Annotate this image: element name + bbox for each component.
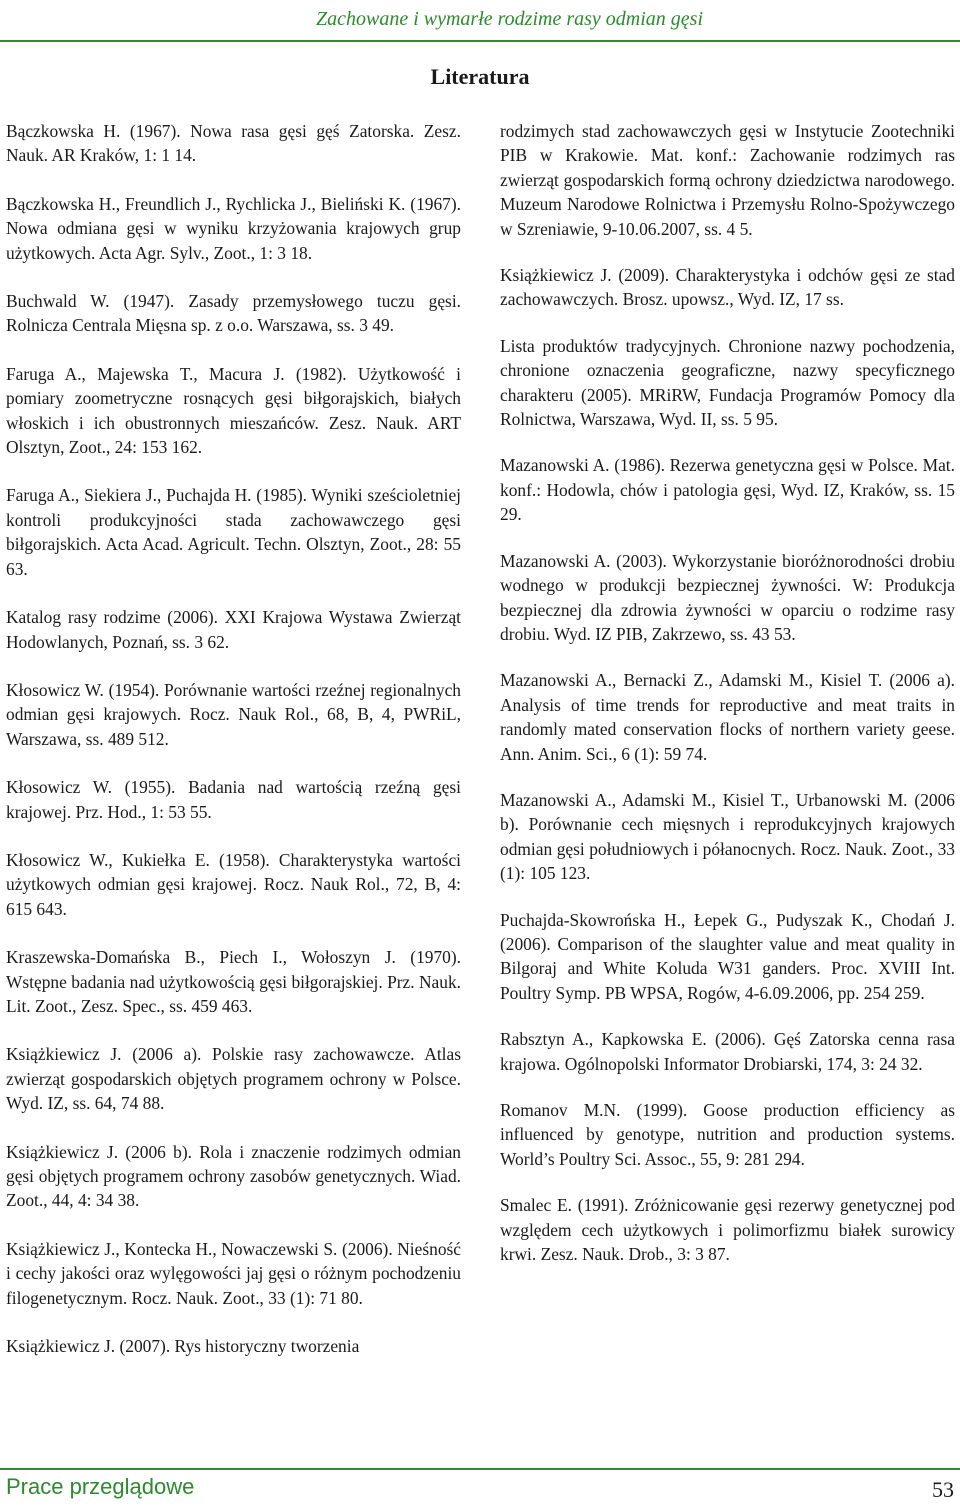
footer-section-label: Prace przeglądowe [6,1474,195,1499]
reference-entry: Buchwald W. (1947). Zasady przemysłowego tuczu gęsi. Rolnicza Centrala Mięsna sp. z o.o. Warszawa, ss. 3 49. [6,291,461,336]
reference-entry: Kłosowicz W. (1954). Porównanie wartości rzeźnej regionalnych odmian gęsi krajowych. Rocz. Nauk Rol., 68, B, 4, PWRiL, Warszawa, ss. 489 512. [6,679,461,749]
reference-entry: Książkiewicz J. (2007). Rys historyczny tworzenia [6,1336,360,1357]
reference-entry: Książkiewicz J. (2006 b). Rola i znaczenie rodzimych odmian gęsi objętych programem ochrony zasobów genetycznych. Wiad. Zoot., 44, 4: 34 38. [6,1141,461,1211]
reference-entry: Bączkowska H., Freundlich J., Rychlicka J., Bieliński K. (1967). Nowa odmiana gęsi w wyniku krzyżowania krajowych grup użytkowych. Acta Agr. Sylv., Zoot., 1: 3 18. [6,193,461,263]
reference-entry: Kłosowicz W., Kukiełka E. (1958). Charakterystyka wartości użytkowych odmian gęsi krajowej. Rocz. Nauk Rol., 72, B, 4: 615 643. [6,849,461,919]
reference-entry: Faruga A., Siekiera J., Puchajda H. (1985). Wyniki sześcioletniej kontroli produkcyjności stada zachowawczego gęsi biłgorajskich. Acta Acad. Agricult. Techn. Olsztyn, Zoot., 28: 55 63. [6,485,461,579]
footer-rule [0,1468,960,1470]
header-rule [0,40,960,42]
reference-entry: Katalog rasy rodzime (2006). XXI Krajowa Wystawa Zwierząt Hodowlanych, Poznań, ss. 3 62. [6,607,461,652]
reference-entry: Faruga A., Majewska T., Macura J. (1982). Użytkowość i pomiary zoometryczne rosnących gęsi biłgorajskich, białych włoskich i ich obustronnych mieszańców. Zesz. Nauk. ART Olsztyn, Zoot., 24: 153 162. [6,363,461,458]
page-number: 53 [932,1477,954,1502]
reference-entry: Mazanowski A., Adamski M., Kisiel T., Urbanowski M. (2006 b). Porównanie cech mięsnych i reprodukcyjnych krajowych odmian gęsi południowych i półanocnych. Rocz. Nauk. Zoot., 33 (1): 105 123. [500,789,955,884]
reference-entry: Mazanowski A., Bernacki Z., Adamski M., Kisiel T. (2006 a). Analysis of time trends for reproductive and meat traits in randomly mated conservation flocks of northern variety geese. Ann. Anim. Sci., 6 (1): 59 74. [500,670,955,764]
reference-entry: Książkiewicz J., Kontecka H., Nowaczewski S. (2006). Nieśność i cechy jakości oraz wylęgowości jaj gęsi o różnym pochodzeniu filogenetycznym. Rocz. Nauk. Zoot., 33 (1): 71 80. [6,1238,461,1308]
running-head: Zachowane i wymarłe rodzime rasy odmian gęsi [315,8,703,30]
section-title: Literatura [430,64,530,89]
reference-entry: Mazanowski A. (1986). Rezerwa genetyczna gęsi w Polsce. Mat. konf.: Hodowla, chów i patologia gęsi, Wyd. IZ, Kraków, ss. 15 29. [500,455,955,525]
reference-entry: Książkiewicz J. (2006 a). Polskie rasy zachowawcze. Atlas zwierząt gospodarskich objętych programem ochrony w Polsce. Wyd. IZ, ss. 64, 74 88. [6,1044,461,1114]
reference-entry: Smalec E. (1991). Zróżnicowanie gęsi rezerwy genetycznej pod względem cech użytkowych i polimorfizmu białek surowicy krwi. Zesz. Nauk. Drob., 3: 3 87. [500,1195,955,1265]
reference-entry: rodzimych stad zachowawczych gęsi w Instytucie Zootechniki PIB w Krakowie. Mat. konf.: Zachowanie rodzimych ras zwierząt gospodarskich formą ochrony dziedzictwa narodowego. Muzeum Narodowe Rolnictwa i Przemysłu Rolno-Spożywczego w Szreniawie, 9-10.06.2007, ss. 4 5. [500,121,955,239]
reference-entry: Bączkowska H. (1967). Nowa rasa gęsi gęś Zatorska. Zesz. Nauk. AR Kraków, 1: 1 14. [6,121,461,166]
references-left-column [6,119,461,1358]
reference-entry: Lista produktów tradycyjnych. Chronione nazwy pochodzenia, chronione oznaczenia geograficzne, nazwy specyficznego charakteru (2005). MRiRW, Fundacja Programów Pomocy dla Rolnictwa, Warszawa, Wyd. II, ss. 5 95. [500,335,955,430]
reference-entry: Rabsztyn A., Kapkowska E. (2006). Gęś Zatorska cenna rasa krajowa. Ogólnopolski Informator Drobiarski, 174, 3: 24 32. [500,1029,955,1074]
references-right-column [500,119,955,1266]
reference-entry: Puchajda-Skowrońska H., Łepek G., Pudyszak K., Chodań J. (2006). Comparison of the slaughter value and meat quality in Bilgoraj and White Koluda W31 ganders. Proc. XVIII Int. Poultry Symp. PB WPSA, Rogów, 4-6.09.2006, pp. 254 259. [500,909,955,1003]
reference-entry: Mazanowski A. (2003). Wykorzystanie bioróżnorodności drobiu wodnego w produkcji bezpiecznej żywności. W: Produkcja bezpiecznej dla zdrowia żywności w oparciu o rodzime rasy drobiu. Wyd. IZ PIB, Zakrzewo, ss. 43 53. [500,550,955,644]
reference-entry: Romanov M.N. (1999). Goose production efficiency as influenced by genotype, nutrition and production systems. World’s Poultry Sci. Assoc., 55, 9: 281 294. [500,1100,955,1169]
reference-entry: Kraszewska-Domańska B., Piech I., Wołoszyn J. (1970). Wstępne badania nad użytkowością gęsi biłgorajskiej. Prz. Nauk. Lit. Zoot., Zesz. Spec., ss. 459 463. [6,947,461,1016]
reference-entry: Książkiewicz J. (2009). Charakterystyka i odchów gęsi ze stad zachowawczych. Brosz. upowsz., Wyd. IZ, 17 ss. [500,265,955,310]
reference-entry: Kłosowicz W. (1955). Badania nad wartością rzeźną gęsi krajowej. Prz. Hod., 1: 53 55. [6,777,461,822]
